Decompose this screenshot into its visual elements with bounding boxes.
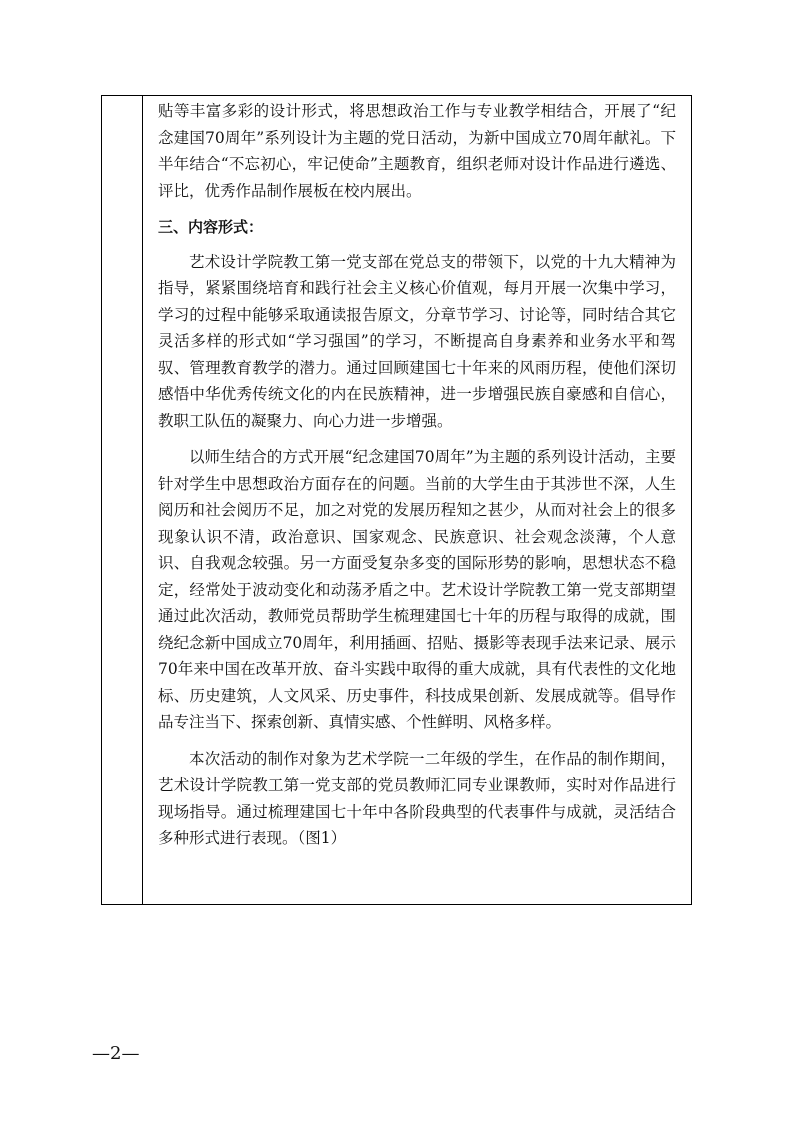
section-heading: 三、内容形式： [158,218,264,236]
paragraph-3: 本次活动的制作对象为艺术学院一二年级的学生，在作品的制作期间，艺术设计学院教工第一党支部的党员教师汇同专业课教师，实时对作品进行现场指导。通过梳理建国七十年中各阶段典型的代表事件与成就，灵活结合多种形式进行表现。（图1） [158,749,676,847]
table-left-column [102,96,143,904]
content-table [101,95,692,905]
paragraph-2: 以师生结合的方式开展“纪念建国70周年”为主题的系列设计活动，主要针对学生中思想政治方面存在的问题。当前的大学生由于其涉世不深，人生阅历和社会阅历不足，加之对党的发展历程知之甚少，从而对社会上的很多现象认识不清，政治意识、国家观念、民族意识、社会观念淡薄，个人意识、自我观念较强。另一方面受复杂多变的国际形势的影响，思想状态不稳定，经常处于波动变化和动荡矛盾之中。艺术设计学院教工第一党支部期望通过此次活动，教师党员帮助学生梳理建国七十年的历程与取得的成就，围绕纪念新中国成立70周年，利用插画、招贴、摄影等表现手法来记录、展示70年来中国在改革开放、奋斗实践中取得的重大成就，具有代表性的文化地标、历史建筑，人文风采、历史事件，科技成果创新、发展成就等。倡导作品专注当下、探索创新、真情实感、个性鲜明、风格多样。 [158,448,676,731]
page-number: —2— [92,1043,140,1064]
continuation-paragraph: 贴等丰富多彩的设计形式，将思想政治工作与专业教学相结合，开展了“纪念建国70周年”系列设计为主题的党日活动，为新中国成立70周年献礼。下半年结合“不忘初心，牢记使命”主题教育，组织老师对设计作品进行遴选、评比，优秀作品制作展板在校内展出。 [158,102,676,200]
table-content-cell [158,96,676,852]
paragraph-1: 艺术设计学院教工第一党支部在党总支的带领下，以党的十九大精神为指导，紧紧围绕培育和践行社会主义核心价值观，每月开展一次集中学习，学习的过程中能够采取通读报告原文，分章节学习、讨论等，同时结合其它灵活多样的形式如“学习强国”的学习，不断提高自身素养和业务水平和驾驭、管理教育教学的潜力。通过回顾建国七十年来的风雨历程，使他们深切感悟中华优秀传统文化的内在民族精神，进一步增强民族自豪感和自信心，教职工队伍的凝聚力、向心力进一步增强。 [158,252,676,430]
